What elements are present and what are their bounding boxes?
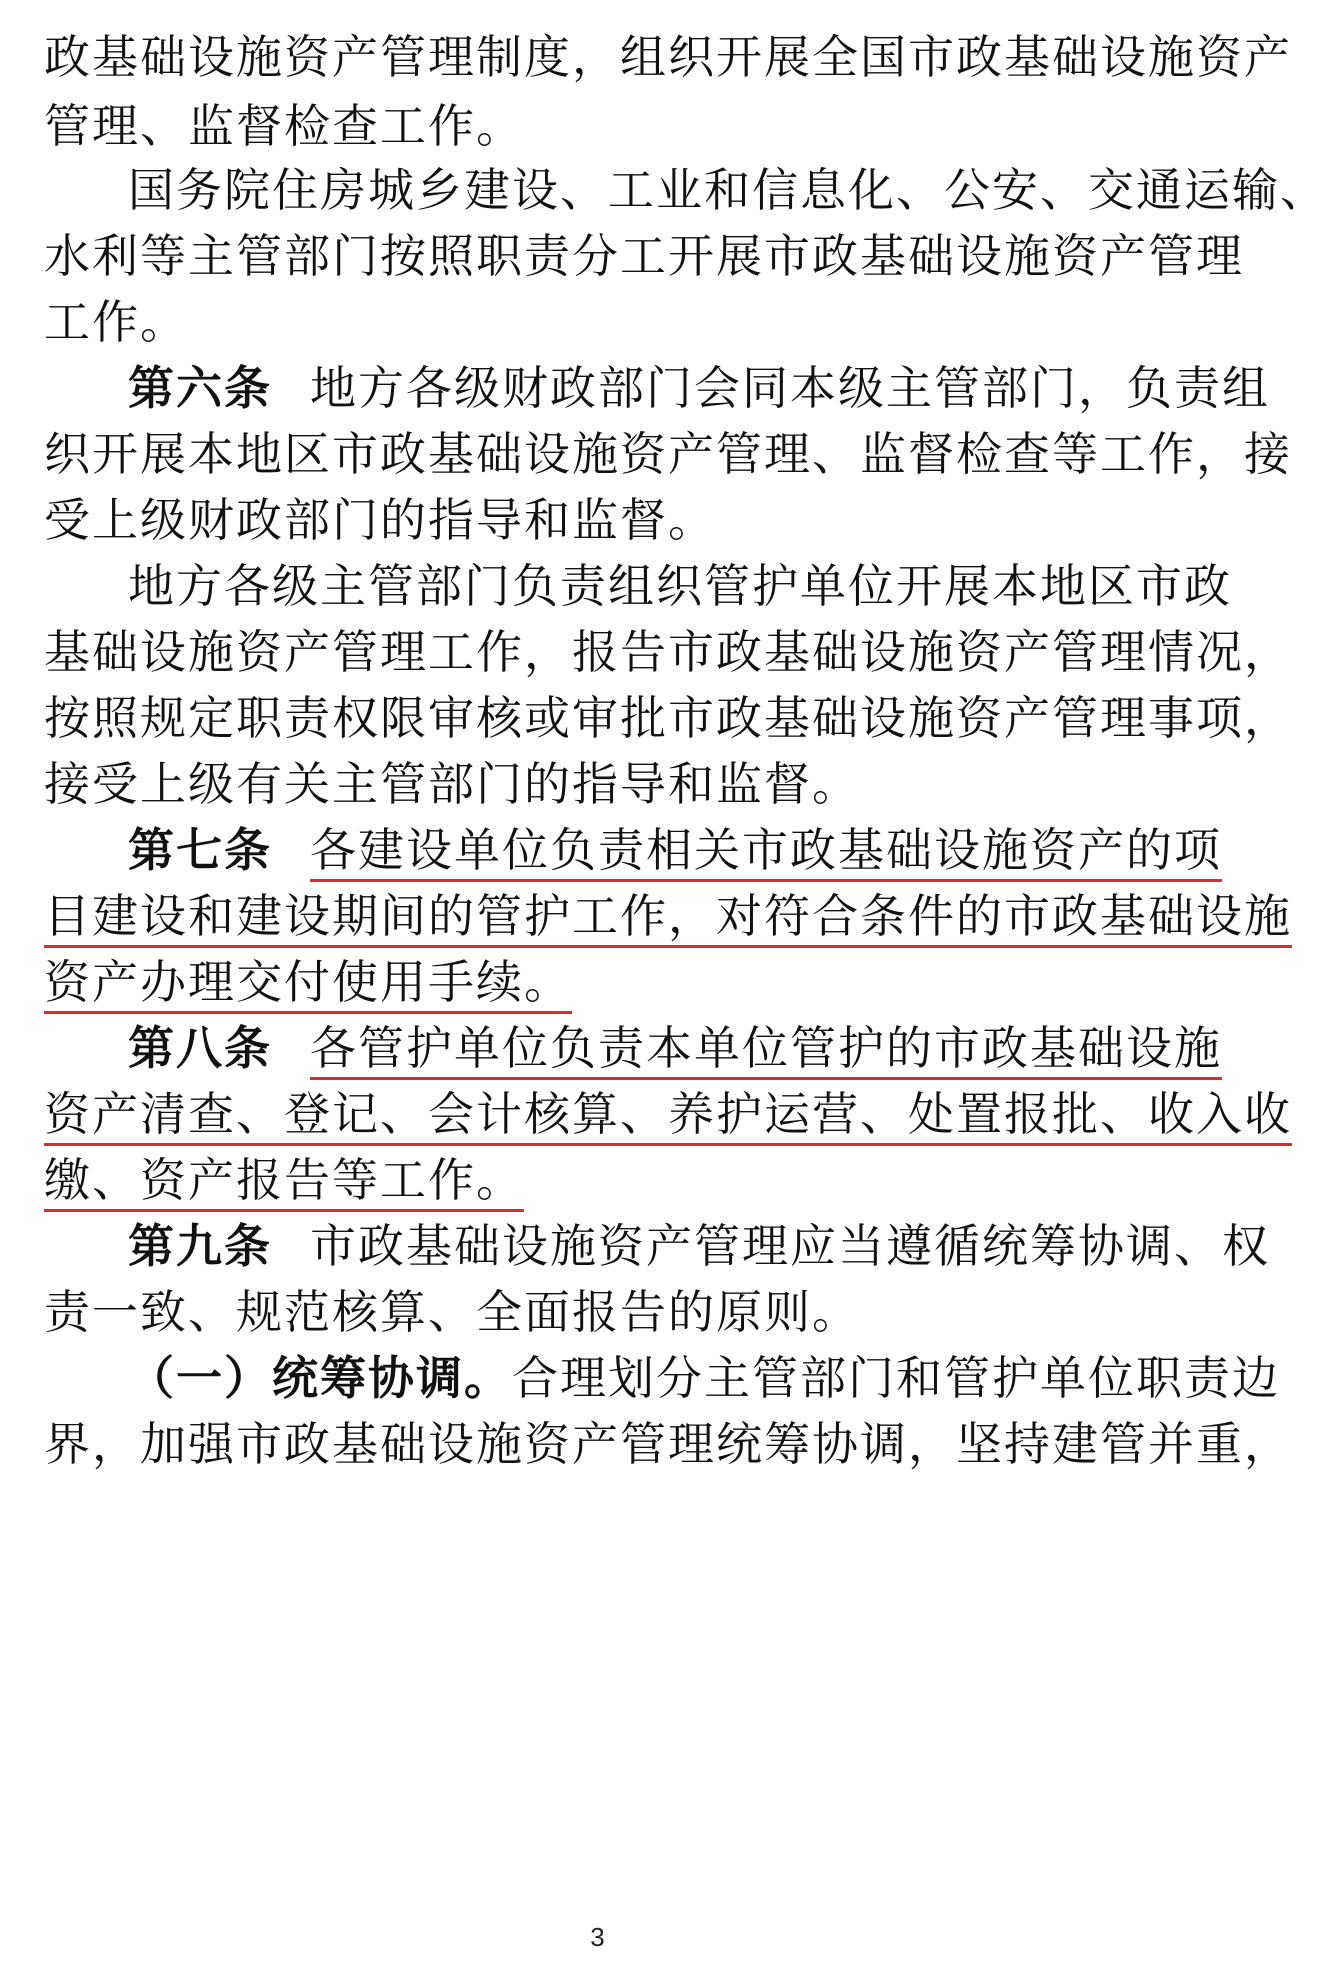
underlined-line: 缴、资产报告等工作。 xyxy=(44,1145,1144,1215)
underlined-line: 资产清查、登记、会计核算、养护运营、处置报批、收入收 xyxy=(44,1079,1144,1149)
underlined-line: 资产办理交付使用手续。 xyxy=(44,947,1144,1017)
article-9-line xyxy=(128,1211,1270,1281)
text-line: 管理、监督检查工作。 xyxy=(44,99,524,153)
text-line: 水利等主管部门按照职责分工开展市政基础设施资产管理 xyxy=(44,229,1244,283)
text-line: 工作。 xyxy=(44,295,188,349)
article-6-text: 地方各级财政部门会同本级主管部门，负责组 xyxy=(310,361,1270,415)
text-line: 责一致、规范核算、全面报告的原则。 xyxy=(44,1285,860,1339)
article-8-text: 各管护单位负责本单位管护的市政基础设施 xyxy=(310,1021,1222,1080)
text-line: 受上级财政部门的指导和监督。 xyxy=(44,493,716,547)
item-1-text: 合理划分主管部门和管护单位职责边 xyxy=(512,1351,1280,1405)
text-line: 国务院住房城乡建设、工业和信息化、公安、交通运输、 xyxy=(128,163,1328,217)
article-6-title: 第六条 xyxy=(128,361,272,415)
underlined-line: 目建设和建设期间的管护工作，对符合条件的市政基础设施 xyxy=(44,881,1144,951)
text-line: 界，加强市政基础设施资产管理统筹协调，坚持建管并重， xyxy=(44,1417,1292,1471)
text-line: 基础设施资产管理工作，报告市政基础设施资产管理情况， xyxy=(44,625,1292,679)
item-1-title: （一）统筹协调。 xyxy=(128,1351,512,1405)
article-9-title: 第九条 xyxy=(128,1219,272,1273)
text-line: 地方各级主管部门负责组织管护单位开展本地区市政 xyxy=(128,559,1232,613)
text-line: 接受上级有关主管部门的指导和监督。 xyxy=(44,757,860,811)
article-8-line xyxy=(128,1013,1222,1083)
text-line: 织开展本地区市政基础设施资产管理、监督检查等工作，接 xyxy=(44,427,1292,481)
text-line: 政基础设施资产管理制度，组织开展全国市政基础设施资产 xyxy=(44,30,1292,84)
page-number: 3 xyxy=(590,1922,605,1952)
article-7-line xyxy=(128,815,1222,885)
article-7-title: 第七条 xyxy=(128,823,272,877)
text-line: 按照规定职责权限审核或审批市政基础设施资产管理事项， xyxy=(44,691,1292,745)
item-1-line xyxy=(128,1343,1280,1413)
article-9-text: 市政基础设施资产管理应当遵循统筹协调、权 xyxy=(310,1219,1270,1273)
article-7-text: 各建设单位负责相关市政基础设施资产的项 xyxy=(310,823,1222,882)
article-8-title: 第八条 xyxy=(128,1021,272,1075)
article-6-line xyxy=(128,353,1270,423)
